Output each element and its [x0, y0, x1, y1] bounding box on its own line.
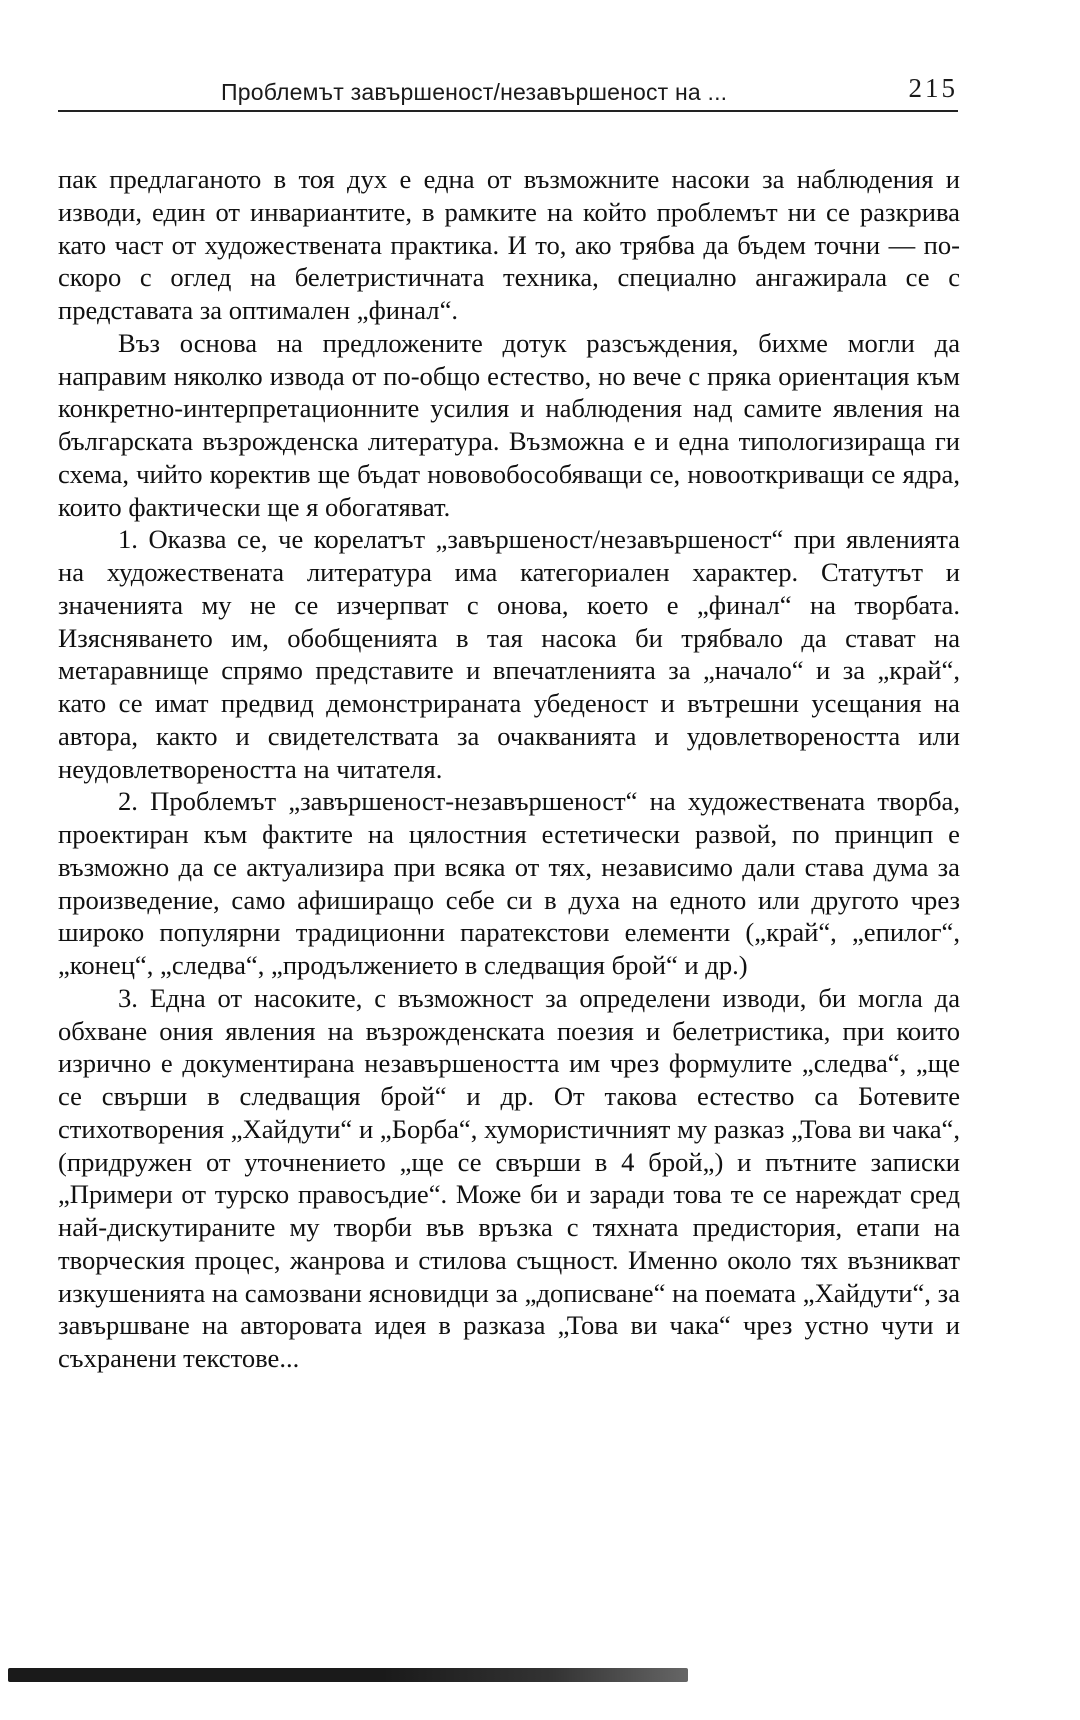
page-number: 215	[908, 73, 958, 103]
paragraph: Въз основа на предложените дотук разсъждения, бихме могли да направим няколко извода от по-общо естество, но вече с пряка ориентация към конкретно-интерпретационните усилия и наблюдения над самите явления на българската възрожденска литература. Възможна е и една типологизираща ги схема, чийто коректив ще бъдат нововобособяващи се, новооткриващи се ядра, които фактически ще я обогатяват.	[58, 327, 960, 522]
body-text	[58, 163, 960, 1375]
header-rule	[58, 110, 958, 112]
paragraph-point-2: 2. Проблемът „завършеност-незавършеност“ на художествената творба, проектиран към фактите на цялостния естетически развой, по принцип е възможно да се актуализира при всяка от тях, независимо дали става дума за произведение, само афиширащо себе си в духа на едното или другото чрез широко популярни традиционни паратекстови елементи („край“, „епилог“, „конец“, „следва“, „продължението в следващия брой“ и др.)	[58, 786, 960, 980]
running-title: Проблемът завършеност/незавършеност на ...	[221, 79, 728, 105]
paragraph-point-1: 1. Оказва се, че корелатът „завършеност/незавършеност“ при явленията на художествената литература има категориален характер. Статутът и значенията му не се изчерпват с онова, което е „финал“ на творбата. Изясняването им, обобщенията в тая насока би трябвало да стават на метаравнище спрямо представите и впечатленията за „начало“ и за „край“, като се имат предвид демонстрираната убеденост и вътрешни усещания на автора, както и свидетелствата за очакванията и удовлетвореността или неудовлетвореността на читателя.	[58, 524, 960, 784]
scan-edge-shadow	[8, 1668, 688, 1682]
paragraph-point-3: 3. Една от насоките, с възможност за определени изводи, би могла да обхване ония явления на възрожденската поезия и белетристика, при които изрично е документирана незавършеността им чрез формулите „следва“, „ще се свърши в следващия брой“ и др. От такова естество са Ботевите стихотворения „Хайдути“ и „Борба“, хумористичният му разказ „Това ви чака“, (придружен от уточнението „ще се свърши в 4 брой„) и пътните записки „Примери от турско правосъдие“. Може би и заради това те се нареждат сред най-дискутираните му творби във връзка с тяхната предистория, етапи на творческия процес, жанрова и стилова същност. Именно около тях възникват изкушенията на самозвани ясновидци за „дописване“ на поемата „Хайдути“, за завършване на авторовата идея в разказа „Това ви чака“ чрез устно чути и съхранени текстове...	[58, 982, 960, 1373]
page-header	[58, 70, 958, 112]
paragraph-continuation: пак предлаганото в тоя дух е една от възможните насоки за наблюдения и изводи, един от инвариантите, в рамките на който проблемът ни се разкрива като част от художествената практика. И то, ако трябва да бъдем точни — по-скоро с оглед на белетристичната техника, специално ангажирала се с представата за оптимален „финал“.	[58, 164, 960, 325]
